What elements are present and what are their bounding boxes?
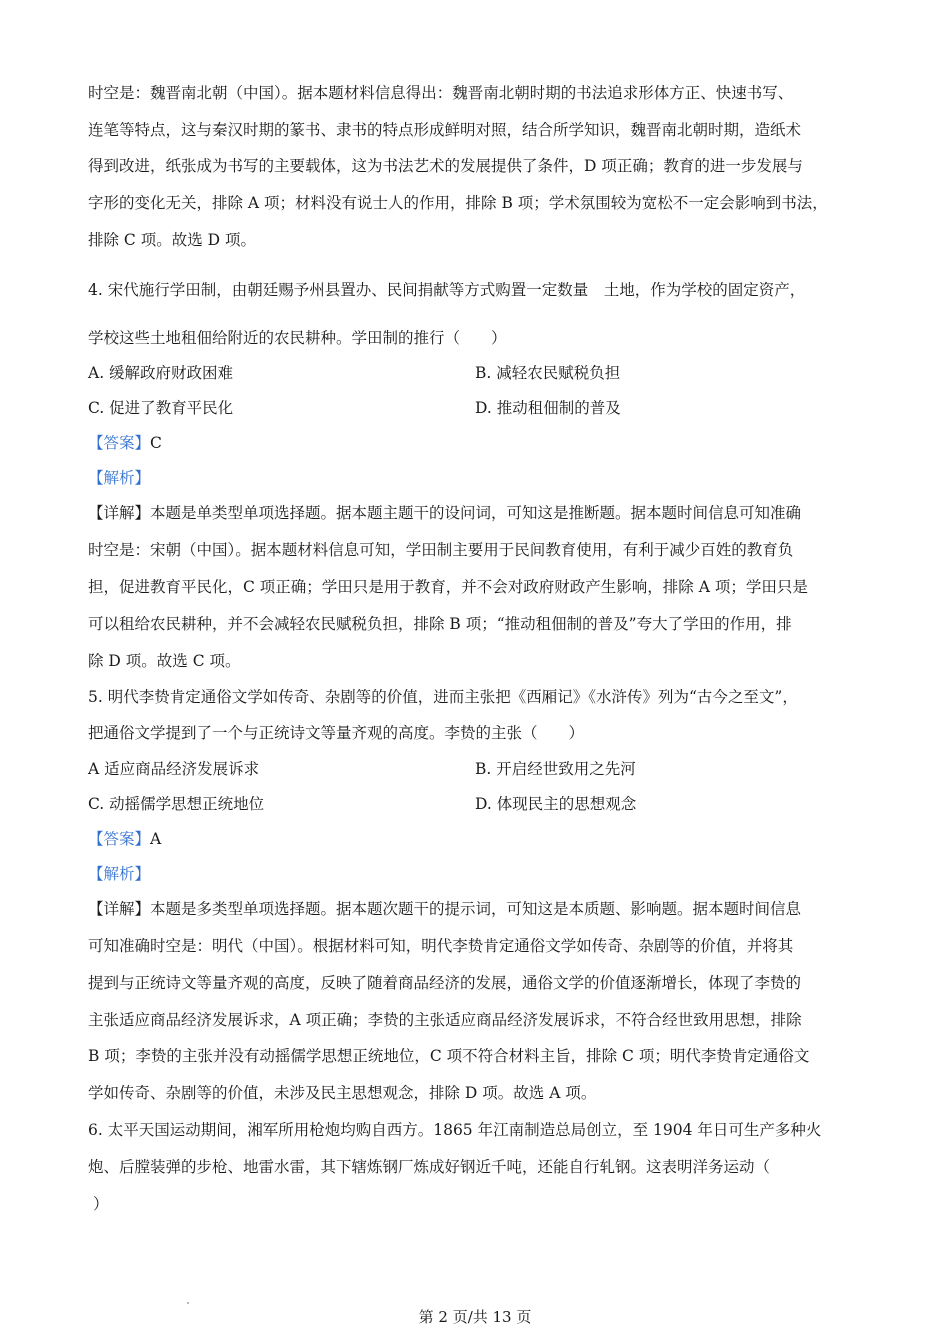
text-line: 排除 C 项。故选 D 项。 <box>88 231 256 249</box>
question-stem: ） <box>93 1195 109 1213</box>
option-a: A 适应商品经济发展诉求 <box>88 760 260 778</box>
answer-value: C <box>150 434 162 452</box>
analysis-label: 【解析】 <box>88 469 151 487</box>
option-a: A. 缓解政府财政困难 <box>88 364 234 382</box>
question-stem: 学校这些土地租佃给附近的农民耕种。学田制的推行（ ） <box>88 329 507 347</box>
answer-row <box>88 829 161 849</box>
decorative-dot <box>187 1302 189 1304</box>
question-stem: 炮、后膛装弹的步枪、地雷水雷，其下辖炼钢厂炼成好钢近千吨，还能自行轧钢。这表明洋务运动（ <box>88 1158 771 1176</box>
option-d: D. 体现民主的思想观念 <box>475 795 637 813</box>
question-stem: 4. 宋代施行学田制，由朝廷赐予州县置办、民间捐献等方式购置一定数量 土地，作为学校的固定资产， <box>88 281 806 299</box>
question-stem: 5. 明代李贽肯定通俗文学如传奇、杂剧等的价值，进而主张把《西厢记》《水浒传》列为“古今之至文”， <box>88 688 798 706</box>
text-line: 字形的变化无关，排除 A 项；材料没有说士人的作用，排除 B 项；学术氛围较为宽松不一定会影响到书法， <box>88 194 828 212</box>
analysis-label: 【解析】 <box>88 865 151 883</box>
answer-row <box>88 433 162 453</box>
text-line: 除 D 项。故选 C 项。 <box>88 652 241 670</box>
text-line: 学如传奇、杂剧等的价值，未涉及民主思想观念，排除 D 项。故选 A 项。 <box>88 1084 597 1102</box>
page-footer: 第 2 页/共 13 页 <box>418 1308 532 1326</box>
option-c: C. 动摇儒学思想正统地位 <box>88 795 265 813</box>
text-line: 担，促进教育平民化，C 项正确；学田只是用于教育，并不会对政府财政产生影响，排除 A 项；学田只是 <box>88 578 808 596</box>
detail-label: 【详解】 <box>88 504 151 522</box>
answer-label: 【答案】 <box>88 830 151 848</box>
text-line: 时空是：宋朝（中国）。据本题材料信息可知，学田制主要用于民间教育使用，有利于减少百姓的教育负 <box>88 541 794 559</box>
option-b: B. 减轻农民赋税负担 <box>475 364 621 382</box>
detail-label: 【详解】 <box>88 900 151 918</box>
question-stem: 6. 太平天国运动期间，湘军所用枪炮均购自西方。1865 年江南制造总局创立，至 1904 年日可生产多种火 <box>88 1121 822 1139</box>
option-c: C. 促进了教育平民化 <box>88 399 234 417</box>
text-line: 主张适应商品经济发展诉求，A 项正确；李贽的主张适应商品经济发展诉求，不符合经世致用思想，排除 <box>88 1011 802 1029</box>
text-line: 连笔等特点，这与秦汉时期的篆书、隶书的特点形成鲜明对照，结合所学知识，魏晋南北朝时期，造纸术 <box>88 121 802 139</box>
detail-row <box>88 503 801 523</box>
text-line: 可知准确时空是：明代（中国）。根据材料可知，明代李贽肯定通俗文学如传奇、杂剧等的价值，并将其 <box>88 937 794 955</box>
text-line: 时空是：魏晋南北朝（中国）。据本题材料信息得出：魏晋南北朝时期的书法追求形体方正、快速书写、 <box>88 84 794 102</box>
text-line: 得到改进，纸张成为书写的主要载体，这为书法艺术的发展提供了条件，D 项正确；教育的进一步发展与 <box>88 157 803 175</box>
question-stem: 把通俗文学提到了一个与正统诗文等量齐观的高度。李贽的主张（ ） <box>88 724 585 742</box>
detail-text: 本题是单类型单项选择题。据本题主题干的设问词，可知这是推断题。据本题时间信息可知准确 <box>150 504 802 522</box>
text-line: 提到与正统诗文等量齐观的高度，反映了随着商品经济的发展，通俗文学的价值逐渐增长，体现了李贽的 <box>88 974 802 992</box>
option-b: B. 开启经世致用之先河 <box>475 760 636 778</box>
detail-text: 本题是多类型单项选择题。据本题次题干的提示词，可知这是本质题、影响题。据本题时间信息 <box>150 900 802 918</box>
answer-value: A <box>150 830 162 848</box>
text-line: 可以租给农民耕种，并不会减轻农民赋税负担，排除 B 项；“推动租佃制的普及”夸大了学田的作用，排 <box>88 615 792 633</box>
option-d: D. 推动租佃制的普及 <box>475 399 621 417</box>
answer-label: 【答案】 <box>88 434 151 452</box>
detail-row <box>88 899 801 919</box>
text-line: B 项；李贽的主张并没有动摇儒学思想正统地位，C 项不符合材料主旨，排除 C 项；明代李贽肯定通俗文 <box>88 1047 810 1065</box>
